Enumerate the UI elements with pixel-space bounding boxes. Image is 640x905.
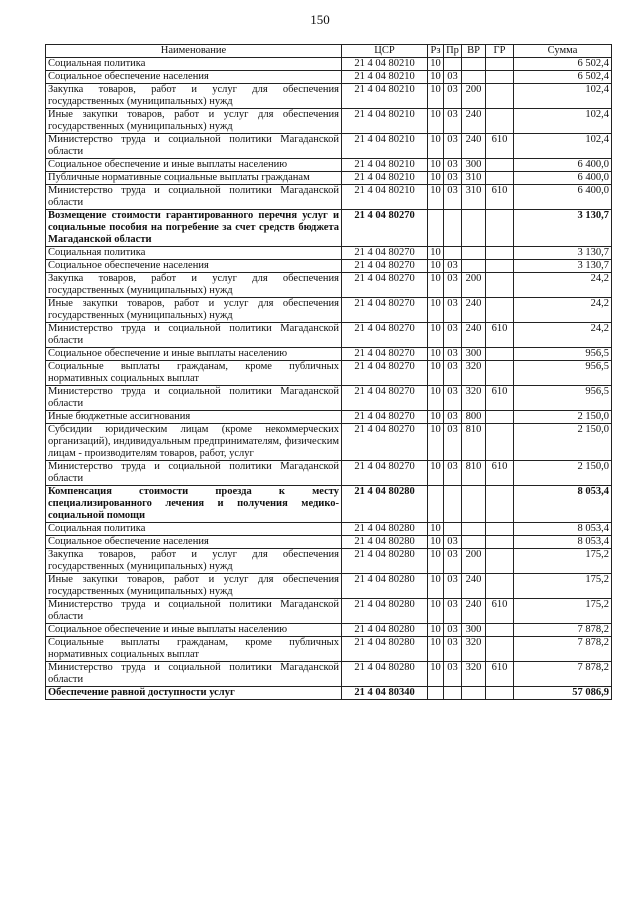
cell-pr: 03 <box>444 574 462 599</box>
table-row <box>46 386 612 411</box>
cell-vr: 240 <box>462 574 486 599</box>
table-row <box>46 260 612 273</box>
cell-vr <box>462 210 486 247</box>
cell-gr: 610 <box>486 134 514 159</box>
cell-name: Социальное обеспечение населения <box>46 71 342 84</box>
table-row <box>46 687 612 700</box>
cell-vr <box>462 247 486 260</box>
cell-sum: 956,5 <box>514 348 612 361</box>
cell-vr: 240 <box>462 134 486 159</box>
table-row <box>46 361 612 386</box>
cell-pr: 03 <box>444 273 462 298</box>
cell-rz <box>428 210 444 247</box>
cell-gr <box>486 84 514 109</box>
cell-name: Министерство труда и социальной политики Магаданской области <box>46 386 342 411</box>
cell-pr: 03 <box>444 461 462 486</box>
cell-sum: 24,2 <box>514 273 612 298</box>
cell-name: Министерство труда и социальной политики Магаданской области <box>46 185 342 210</box>
cell-name: Социальная политика <box>46 58 342 71</box>
cell-vr: 200 <box>462 84 486 109</box>
cell-sum: 175,2 <box>514 574 612 599</box>
cell-rz: 10 <box>428 348 444 361</box>
cell-name: Социальное обеспечение и иные выплаты населению <box>46 348 342 361</box>
cell-gr: 610 <box>486 386 514 411</box>
cell-vr: 810 <box>462 461 486 486</box>
table-row <box>46 574 612 599</box>
cell-csr: 21 4 04 80270 <box>342 260 428 273</box>
cell-csr: 21 4 04 80280 <box>342 486 428 523</box>
cell-csr: 21 4 04 80270 <box>342 247 428 260</box>
cell-csr: 21 4 04 80210 <box>342 172 428 185</box>
cell-pr: 03 <box>444 134 462 159</box>
cell-csr: 21 4 04 80340 <box>342 687 428 700</box>
cell-gr <box>486 536 514 549</box>
cell-pr: 03 <box>444 637 462 662</box>
cell-sum: 102,4 <box>514 109 612 134</box>
cell-vr: 240 <box>462 323 486 348</box>
table-row <box>46 424 612 461</box>
cell-vr <box>462 523 486 536</box>
cell-rz: 10 <box>428 172 444 185</box>
cell-pr <box>444 486 462 523</box>
table-row <box>46 461 612 486</box>
cell-csr: 21 4 04 80210 <box>342 71 428 84</box>
cell-gr: 610 <box>486 599 514 624</box>
cell-pr: 03 <box>444 71 462 84</box>
cell-name: Социальная политика <box>46 247 342 260</box>
cell-gr <box>486 523 514 536</box>
cell-pr: 03 <box>444 549 462 574</box>
cell-vr: 240 <box>462 109 486 134</box>
cell-rz: 10 <box>428 549 444 574</box>
cell-gr: 610 <box>486 323 514 348</box>
cell-name: Закупка товаров, работ и услуг для обеспечения государственных (муниципальных) нужд <box>46 549 342 574</box>
cell-name: Иные бюджетные ассигнования <box>46 411 342 424</box>
cell-sum: 24,2 <box>514 298 612 323</box>
cell-gr: 610 <box>486 185 514 210</box>
cell-gr <box>486 247 514 260</box>
cell-gr <box>486 210 514 247</box>
cell-sum: 2 150,0 <box>514 424 612 461</box>
cell-gr <box>486 687 514 700</box>
cell-csr: 21 4 04 80280 <box>342 599 428 624</box>
cell-rz <box>428 486 444 523</box>
cell-gr <box>486 348 514 361</box>
cell-gr <box>486 159 514 172</box>
cell-sum: 7 878,2 <box>514 662 612 687</box>
cell-rz: 10 <box>428 298 444 323</box>
cell-sum: 3 130,7 <box>514 260 612 273</box>
cell-sum: 3 130,7 <box>514 210 612 247</box>
table-row <box>46 159 612 172</box>
cell-pr: 03 <box>444 159 462 172</box>
header-sum: Сумма <box>514 45 612 58</box>
cell-vr: 320 <box>462 637 486 662</box>
cell-gr <box>486 424 514 461</box>
cell-rz: 10 <box>428 386 444 411</box>
cell-rz: 10 <box>428 523 444 536</box>
cell-name: Компенсация стоимости проезда к месту специализированного лечения и получения медико-социальной помощи <box>46 486 342 523</box>
cell-sum: 7 878,2 <box>514 624 612 637</box>
cell-name: Социальные выплаты гражданам, кроме публичных нормативных социальных выплат <box>46 361 342 386</box>
table-row <box>46 486 612 523</box>
cell-sum: 6 502,4 <box>514 58 612 71</box>
cell-sum: 3 130,7 <box>514 247 612 260</box>
cell-csr: 21 4 04 80280 <box>342 523 428 536</box>
cell-name: Публичные нормативные социальные выплаты гражданам <box>46 172 342 185</box>
cell-gr <box>486 411 514 424</box>
cell-name: Социальные выплаты гражданам, кроме публичных нормативных социальных выплат <box>46 637 342 662</box>
cell-gr <box>486 486 514 523</box>
header-name: Наименование <box>46 45 342 58</box>
cell-csr: 21 4 04 80210 <box>342 185 428 210</box>
cell-rz: 10 <box>428 71 444 84</box>
cell-vr <box>462 536 486 549</box>
cell-rz: 10 <box>428 599 444 624</box>
cell-gr <box>486 71 514 84</box>
cell-sum: 956,5 <box>514 361 612 386</box>
cell-pr <box>444 210 462 247</box>
cell-csr: 21 4 04 80280 <box>342 624 428 637</box>
cell-pr: 03 <box>444 172 462 185</box>
cell-rz: 10 <box>428 260 444 273</box>
cell-pr: 03 <box>444 260 462 273</box>
cell-pr: 03 <box>444 361 462 386</box>
cell-name: Социальное обеспечение населения <box>46 536 342 549</box>
header-rz: Рз <box>428 45 444 58</box>
cell-vr: 200 <box>462 549 486 574</box>
cell-csr: 21 4 04 80270 <box>342 361 428 386</box>
cell-name: Закупка товаров, работ и услуг для обеспечения государственных (муниципальных) нужд <box>46 273 342 298</box>
cell-csr: 21 4 04 80270 <box>342 298 428 323</box>
header-pr: Пр <box>444 45 462 58</box>
cell-pr <box>444 58 462 71</box>
cell-vr: 810 <box>462 424 486 461</box>
header-gr: ГР <box>486 45 514 58</box>
cell-vr <box>462 486 486 523</box>
cell-rz: 10 <box>428 323 444 348</box>
cell-rz: 10 <box>428 58 444 71</box>
cell-rz: 10 <box>428 361 444 386</box>
cell-csr: 21 4 04 80210 <box>342 109 428 134</box>
table-row <box>46 323 612 348</box>
cell-sum: 6 400,0 <box>514 172 612 185</box>
cell-name: Министерство труда и социальной политики Магаданской области <box>46 134 342 159</box>
cell-csr: 21 4 04 80270 <box>342 323 428 348</box>
table-row <box>46 84 612 109</box>
table-row <box>46 624 612 637</box>
table-header-row <box>46 45 612 58</box>
header-vr: ВР <box>462 45 486 58</box>
cell-gr <box>486 109 514 134</box>
cell-vr: 200 <box>462 273 486 298</box>
cell-rz: 10 <box>428 134 444 159</box>
cell-vr: 320 <box>462 386 486 411</box>
cell-vr: 300 <box>462 159 486 172</box>
cell-rz: 10 <box>428 574 444 599</box>
header-csr: ЦСР <box>342 45 428 58</box>
cell-rz: 10 <box>428 637 444 662</box>
table-body <box>46 58 612 700</box>
budget-table <box>45 44 612 700</box>
cell-vr: 320 <box>462 361 486 386</box>
cell-gr <box>486 58 514 71</box>
cell-name: Закупка товаров, работ и услуг для обеспечения государственных (муниципальных) нужд <box>46 84 342 109</box>
table-row <box>46 210 612 247</box>
cell-name: Министерство труда и социальной политики Магаданской области <box>46 599 342 624</box>
cell-name: Социальная политика <box>46 523 342 536</box>
cell-sum: 2 150,0 <box>514 461 612 486</box>
cell-gr <box>486 298 514 323</box>
cell-csr: 21 4 04 80270 <box>342 424 428 461</box>
cell-csr: 21 4 04 80210 <box>342 159 428 172</box>
cell-sum: 6 400,0 <box>514 185 612 210</box>
cell-rz: 10 <box>428 461 444 486</box>
cell-gr <box>486 273 514 298</box>
cell-vr <box>462 58 486 71</box>
cell-name: Иные закупки товаров, работ и услуг для обеспечения государственных (муниципальных) нужд <box>46 298 342 323</box>
cell-pr <box>444 687 462 700</box>
cell-vr: 310 <box>462 172 486 185</box>
cell-pr: 03 <box>444 424 462 461</box>
cell-sum: 57 086,9 <box>514 687 612 700</box>
table-row <box>46 185 612 210</box>
cell-vr: 320 <box>462 662 486 687</box>
cell-pr: 03 <box>444 411 462 424</box>
cell-vr: 240 <box>462 298 486 323</box>
cell-pr: 03 <box>444 624 462 637</box>
table-row <box>46 411 612 424</box>
cell-vr: 310 <box>462 185 486 210</box>
cell-sum: 102,4 <box>514 134 612 159</box>
cell-sum: 2 150,0 <box>514 411 612 424</box>
cell-gr <box>486 637 514 662</box>
cell-sum: 24,2 <box>514 323 612 348</box>
cell-gr <box>486 172 514 185</box>
table-row <box>46 172 612 185</box>
table-row <box>46 134 612 159</box>
cell-sum: 8 053,4 <box>514 536 612 549</box>
table-row <box>46 58 612 71</box>
cell-csr: 21 4 04 80270 <box>342 386 428 411</box>
cell-csr: 21 4 04 80270 <box>342 273 428 298</box>
cell-rz: 10 <box>428 109 444 134</box>
cell-vr: 300 <box>462 624 486 637</box>
cell-gr <box>486 574 514 599</box>
cell-gr: 610 <box>486 662 514 687</box>
cell-rz: 10 <box>428 159 444 172</box>
table-row <box>46 536 612 549</box>
table-row <box>46 247 612 260</box>
cell-pr: 03 <box>444 386 462 411</box>
cell-vr: 300 <box>462 348 486 361</box>
cell-csr: 21 4 04 80210 <box>342 84 428 109</box>
cell-csr: 21 4 04 80210 <box>342 58 428 71</box>
cell-name: Иные закупки товаров, работ и услуг для обеспечения государственных (муниципальных) нужд <box>46 574 342 599</box>
cell-name: Министерство труда и социальной политики Магаданской области <box>46 662 342 687</box>
table-row <box>46 523 612 536</box>
cell-rz: 10 <box>428 273 444 298</box>
cell-rz <box>428 687 444 700</box>
cell-name: Министерство труда и социальной политики Магаданской области <box>46 461 342 486</box>
cell-vr: 800 <box>462 411 486 424</box>
cell-name: Обеспечение равной доступности услуг <box>46 687 342 700</box>
cell-sum: 175,2 <box>514 599 612 624</box>
cell-csr: 21 4 04 80280 <box>342 574 428 599</box>
cell-csr: 21 4 04 80280 <box>342 662 428 687</box>
cell-gr: 610 <box>486 461 514 486</box>
cell-pr: 03 <box>444 185 462 210</box>
table-row <box>46 273 612 298</box>
cell-sum: 956,5 <box>514 386 612 411</box>
cell-pr <box>444 247 462 260</box>
cell-rz: 10 <box>428 424 444 461</box>
cell-name: Возмещение стоимости гарантированного перечня услуг и социальные пособия на погребение за счет средств бюджета Магаданской области <box>46 210 342 247</box>
page-number: 150 <box>310 12 330 27</box>
cell-pr <box>444 523 462 536</box>
cell-rz: 10 <box>428 536 444 549</box>
cell-sum: 8 053,4 <box>514 523 612 536</box>
cell-sum: 6 400,0 <box>514 159 612 172</box>
cell-pr: 03 <box>444 536 462 549</box>
cell-pr: 03 <box>444 298 462 323</box>
cell-csr: 21 4 04 80270 <box>342 461 428 486</box>
cell-gr <box>486 549 514 574</box>
cell-csr: 21 4 04 80280 <box>342 549 428 574</box>
cell-pr: 03 <box>444 662 462 687</box>
cell-csr: 21 4 04 80270 <box>342 411 428 424</box>
cell-pr: 03 <box>444 109 462 134</box>
cell-rz: 10 <box>428 662 444 687</box>
table-row <box>46 549 612 574</box>
cell-sum: 6 502,4 <box>514 71 612 84</box>
cell-rz: 10 <box>428 624 444 637</box>
table-row <box>46 599 612 624</box>
cell-pr: 03 <box>444 84 462 109</box>
cell-sum: 8 053,4 <box>514 486 612 523</box>
cell-csr: 21 4 04 80280 <box>342 536 428 549</box>
cell-vr <box>462 260 486 273</box>
table-row <box>46 662 612 687</box>
cell-name: Министерство труда и социальной политики Магаданской области <box>46 323 342 348</box>
cell-rz: 10 <box>428 247 444 260</box>
cell-name: Социальное обеспечение населения <box>46 260 342 273</box>
table-row <box>46 348 612 361</box>
cell-rz: 10 <box>428 185 444 210</box>
cell-sum: 175,2 <box>514 549 612 574</box>
cell-name: Субсидии юридическим лицам (кроме некоммерческих организаций), индивидуальным предпринимателям, физическим лицам - производителям товаров, работ, услуг <box>46 424 342 461</box>
cell-pr: 03 <box>444 323 462 348</box>
cell-csr: 21 4 04 80210 <box>342 134 428 159</box>
table-row <box>46 71 612 84</box>
cell-csr: 21 4 04 80280 <box>342 637 428 662</box>
cell-gr <box>486 624 514 637</box>
cell-csr: 21 4 04 80270 <box>342 210 428 247</box>
table-row <box>46 109 612 134</box>
cell-name: Иные закупки товаров, работ и услуг для обеспечения государственных (муниципальных) нужд <box>46 109 342 134</box>
cell-vr <box>462 687 486 700</box>
cell-gr <box>486 361 514 386</box>
cell-vr <box>462 71 486 84</box>
table-row <box>46 637 612 662</box>
cell-name: Социальное обеспечение и иные выплаты населению <box>46 159 342 172</box>
cell-name: Социальное обеспечение и иные выплаты населению <box>46 624 342 637</box>
cell-rz: 10 <box>428 84 444 109</box>
cell-gr <box>486 260 514 273</box>
cell-sum: 7 878,2 <box>514 637 612 662</box>
cell-pr: 03 <box>444 348 462 361</box>
cell-pr: 03 <box>444 599 462 624</box>
cell-sum: 102,4 <box>514 84 612 109</box>
cell-rz: 10 <box>428 411 444 424</box>
cell-csr: 21 4 04 80270 <box>342 348 428 361</box>
cell-vr: 240 <box>462 599 486 624</box>
table-row <box>46 298 612 323</box>
